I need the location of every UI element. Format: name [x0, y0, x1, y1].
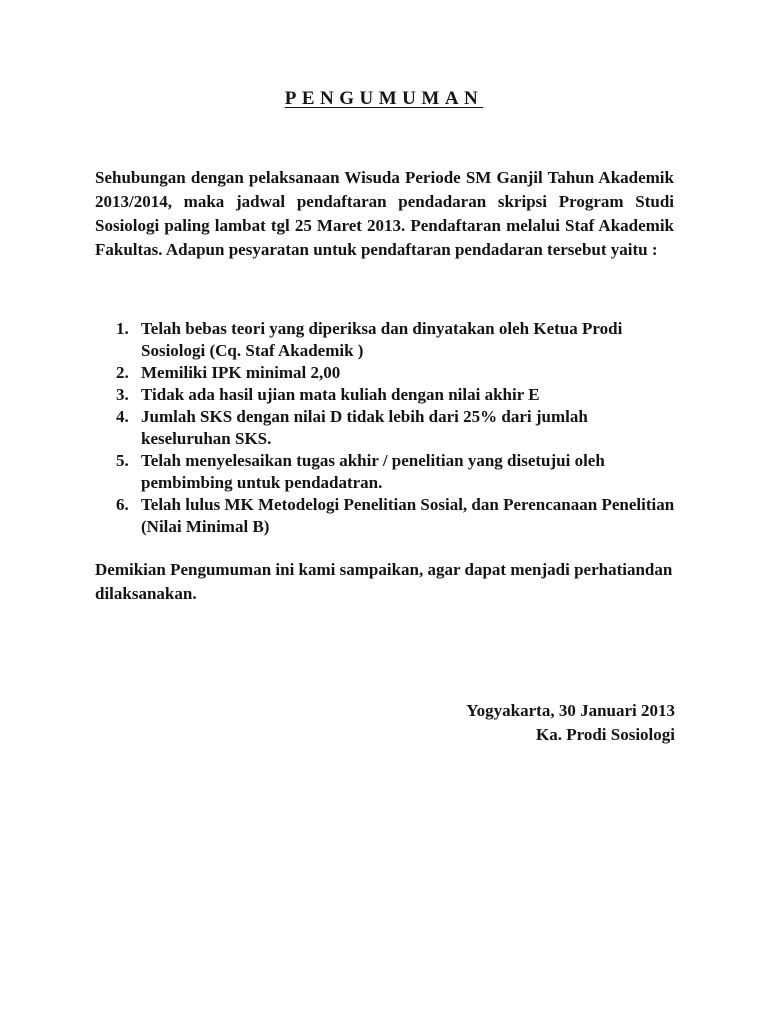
requirement-number: 4. — [116, 407, 129, 426]
requirement-item — [116, 494, 676, 538]
requirement-number: 5. — [116, 451, 129, 470]
requirement-text: Telah menyelesaikan tugas akhir / penelitian yang disetujui oleh pembimbing untuk pendadatran. — [141, 451, 605, 492]
signature-place-date: Yogyakarta, 30 Januari 2013 — [466, 701, 675, 720]
requirement-text: Telah lulus MK Metodelogi Penelitian Sosial, dan Perencanaan Penelitian (Nilai Minimal B) — [141, 495, 675, 536]
requirement-text: Tidak ada hasil ujian mata kuliah dengan nilai akhir E — [141, 385, 540, 404]
requirement-text: Telah bebas teori yang diperiksa dan dinyatakan oleh Ketua Prodi Sosiologi (Cq. Staf Akademik ) — [141, 319, 623, 360]
requirement-number: 3. — [116, 385, 129, 404]
signature-position: Ka. Prodi Sosiologi — [535, 725, 675, 744]
page-title: PENGUMUMAN — [284, 88, 484, 109]
requirement-item — [116, 406, 676, 450]
requirement-number: 6. — [116, 495, 129, 514]
requirement-text: Memiliki IPK minimal 2,00 — [141, 363, 341, 382]
requirement-text: Jumlah SKS dengan nilai D tidak lebih dari 25% dari jumlah keseluruhan SKS. — [141, 407, 588, 448]
requirement-item — [116, 384, 676, 406]
requirement-item — [116, 362, 676, 384]
requirement-item — [116, 450, 676, 494]
requirement-number: 2. — [116, 363, 129, 382]
requirement-item — [116, 318, 676, 362]
signature-block — [466, 699, 675, 747]
closing-paragraph: Demikian Pengumuman ini kami sampaikan, agar dapat menjadi perhatiandan dilaksanakan. — [95, 560, 673, 603]
intro-paragraph: Sehubungan dengan pelaksanaan Wisuda Periode SM Ganjil Tahun Akademik 2013/2014, maka jadwal pendaftaran pendadaran skripsi Program Studi Sosiologi paling lambat tgl 25 Maret 2013. Pendaftaran melalui Staf Akademik Fakultas. Adapun pesyaratan untuk pendaftaran pendadaran tersebut yaitu : — [95, 168, 674, 259]
requirements-list — [116, 318, 676, 538]
requirement-number: 1. — [116, 319, 129, 338]
